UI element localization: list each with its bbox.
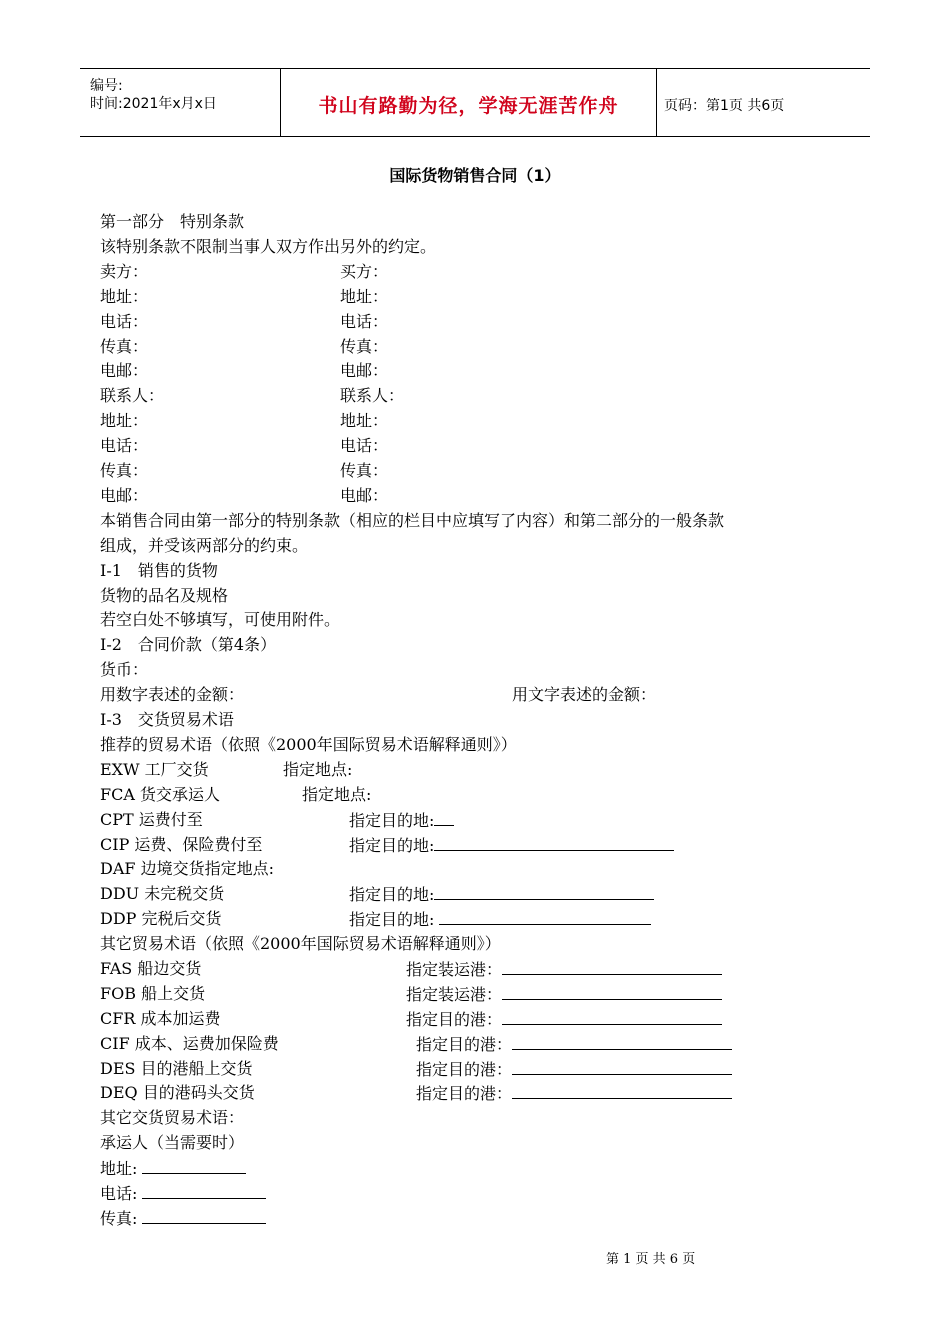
term-cfr-port: 指定目的港：	[406, 1009, 722, 1030]
buyer-contact-email-label: 电邮：	[340, 486, 389, 505]
recommended-terms-label: 推荐的贸易术语（依照《2000年国际贸易术语解释通则》）	[100, 735, 517, 754]
document-date-label: 时间:2021年x月x日	[90, 96, 217, 112]
header-motto: 书山有路勤为径，学海无涯苦作舟	[318, 95, 619, 117]
intro-paragraph-line-2: 组成，并受该两部分的约束。	[100, 536, 309, 555]
buyer-email-label: 电邮：	[340, 361, 389, 380]
part1-note: 该特别条款不限制当事人双方作出另外的约定。	[100, 237, 437, 256]
carrier-fax: 传真:	[100, 1208, 266, 1229]
section-i1-heading: I-1 销售的货物	[100, 561, 218, 580]
buyer-fax-label: 传真：	[340, 337, 389, 356]
seller-contact-fax-label: 传真：	[100, 461, 149, 480]
buyer-contact-label: 联系人：	[340, 386, 405, 405]
term-deq-port: 指定目的港：	[416, 1083, 732, 1104]
term-cpt: CPT 运费付至	[100, 810, 203, 829]
header-info-cell	[80, 69, 280, 136]
attachment-note: 若空白处不够填写，可使用附件。	[100, 610, 341, 629]
other-terms-heading: 其它贸易术语（依照《2000年国际贸易术语解释通则》）	[100, 934, 501, 953]
currency-label: 货币：	[100, 660, 149, 679]
carrier-address: 地址:	[100, 1158, 246, 1179]
seller-phone-label: 电话：	[100, 312, 149, 331]
seller-contact-label: 联系人：	[100, 386, 165, 405]
term-ddu-destination: 指定目的地:	[349, 884, 654, 905]
term-ddp: DDP 完税后交货	[100, 909, 222, 928]
seller-contact-address-label: 地址：	[100, 411, 149, 430]
term-des-port: 指定目的港：	[416, 1059, 732, 1080]
seller-fax-label: 传真：	[100, 337, 149, 356]
term-deq: DEQ 目的港码头交货	[100, 1083, 255, 1102]
term-cif-port: 指定目的港：	[416, 1034, 732, 1055]
term-exw: EXW 工厂交货	[100, 760, 209, 779]
carrier-label: 承运人（当需要时）	[100, 1133, 245, 1152]
term-fob-port: 指定装运港：	[406, 984, 722, 1005]
buyer-address-label: 地址：	[340, 287, 389, 306]
page-header	[80, 68, 870, 137]
amount-number-label: 用数字表述的金额：	[100, 685, 245, 704]
term-cip-destination: 指定目的地:	[349, 835, 674, 856]
term-exw-place-label: 指定地点:	[283, 760, 353, 779]
seller-contact-email-label: 电邮：	[100, 486, 149, 505]
term-ddp-destination: 指定目的地:	[349, 909, 651, 930]
other-delivery-terms-label: 其它交货贸易术语：	[100, 1108, 245, 1127]
term-cif: CIF 成本、运费加保险费	[100, 1034, 279, 1053]
buyer-label: 买方：	[340, 262, 389, 281]
carrier-phone: 电话:	[100, 1183, 266, 1204]
term-fas-port: 指定装运港：	[406, 959, 722, 980]
page-footer: 第 1 页 共 6 页	[606, 1252, 696, 1267]
seller-email-label: 电邮：	[100, 361, 149, 380]
header-page-info: 页码：第1页 共6页	[664, 98, 785, 114]
term-des: DES 目的港船上交货	[100, 1059, 253, 1078]
amount-text-label: 用文字表述的金额：	[512, 685, 657, 704]
section-i2-heading: I-2 合同价款（第4条）	[100, 635, 277, 654]
part1-heading: 第一部分 特别条款	[100, 212, 245, 231]
term-fca: FCA 货交承运人	[100, 785, 220, 804]
term-cip: CIP 运费、保险费付至	[100, 835, 263, 854]
buyer-contact-phone-label: 电话：	[340, 436, 389, 455]
term-ddu: DDU 未完税交货	[100, 884, 225, 903]
term-fob: FOB 船上交货	[100, 984, 206, 1003]
goods-name-label: 货物的品名及规格	[100, 586, 229, 605]
term-cfr: CFR 成本加运费	[100, 1009, 221, 1028]
buyer-contact-fax-label: 传真：	[340, 461, 389, 480]
header-page-cell	[656, 69, 870, 136]
seller-address-label: 地址：	[100, 287, 149, 306]
document-number-label: 编号:	[90, 78, 123, 94]
term-fas: FAS 船边交货	[100, 959, 202, 978]
seller-label: 卖方：	[100, 262, 149, 281]
header-motto-cell	[280, 69, 657, 136]
term-daf: DAF 边境交货指定地点:	[100, 859, 274, 878]
term-fca-place-label: 指定地点:	[302, 785, 372, 804]
intro-paragraph-line-1: 本销售合同由第一部分的特别条款（相应的栏目中应填写了内容）和第二部分的一般条款	[100, 511, 725, 530]
seller-contact-phone-label: 电话：	[100, 436, 149, 455]
buyer-contact-address-label: 地址：	[340, 411, 389, 430]
buyer-phone-label: 电话：	[340, 312, 389, 331]
document-title: 国际货物销售合同（1）	[389, 166, 561, 185]
section-i3-heading: I-3 交货贸易术语	[100, 710, 234, 729]
term-cpt-destination: 指定目的地:	[349, 810, 454, 831]
